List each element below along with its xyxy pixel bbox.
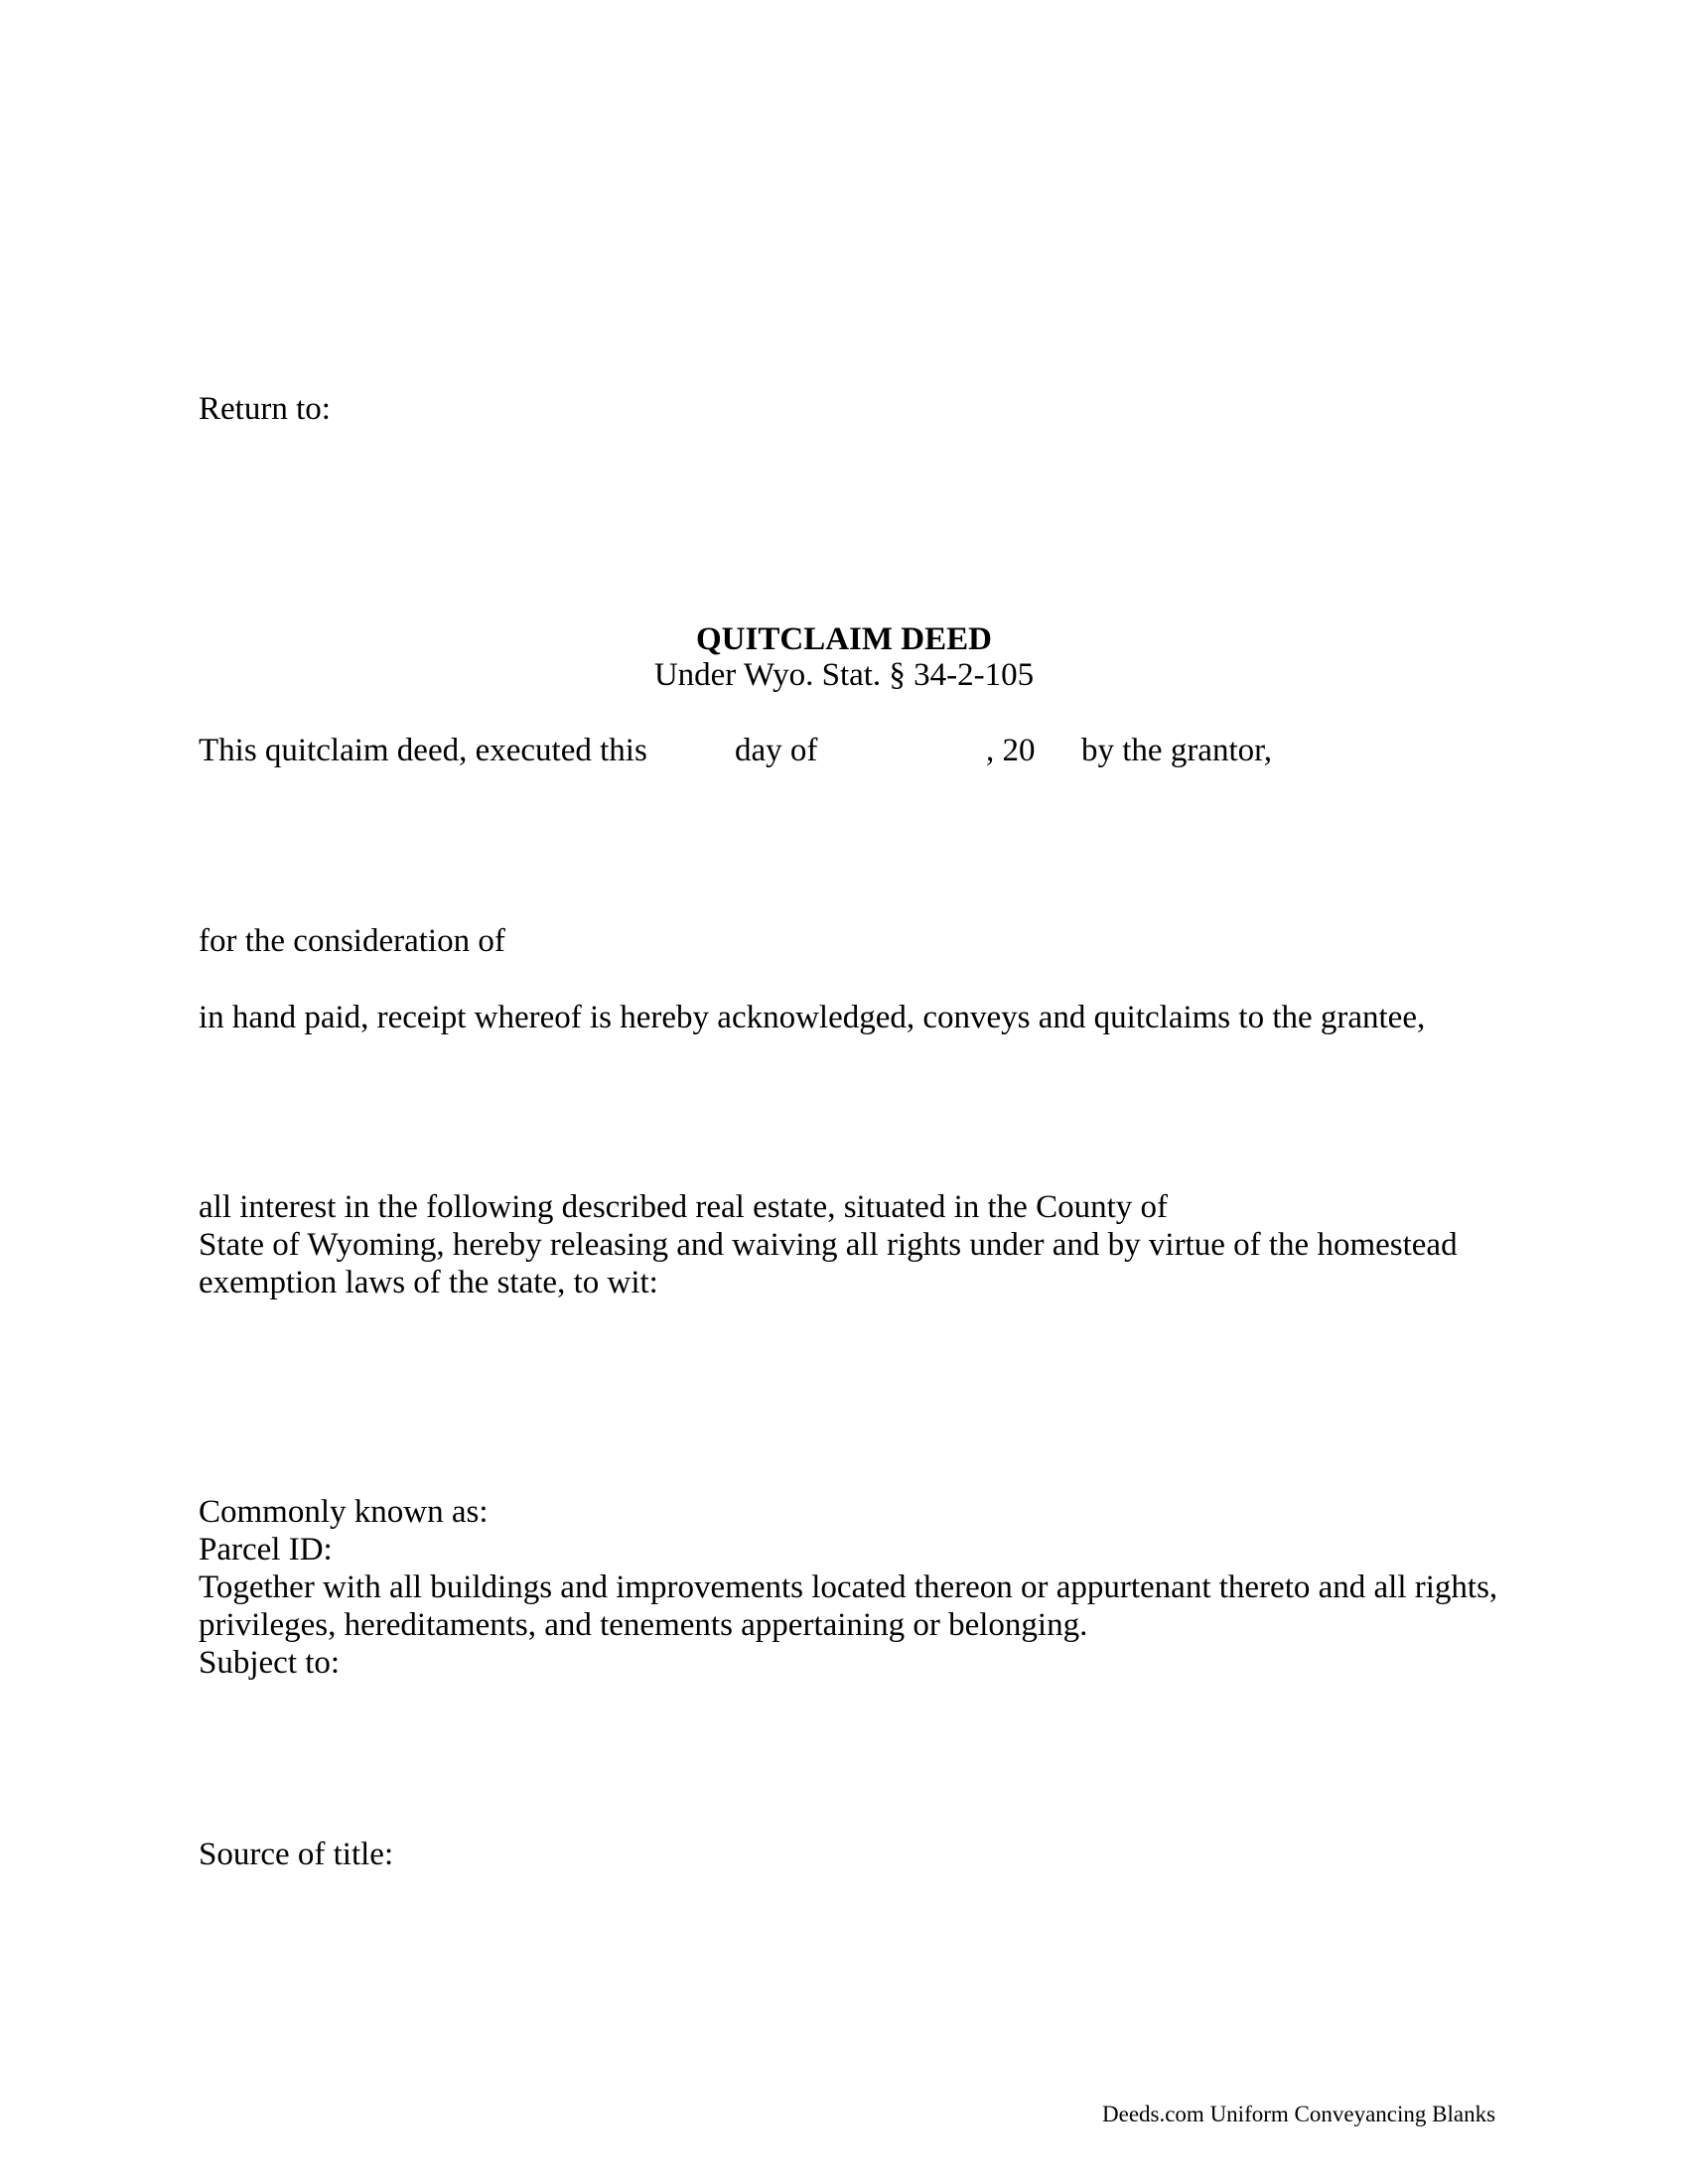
return-to-label: Return to: bbox=[199, 391, 331, 427]
parcel-id-label: Parcel ID: bbox=[199, 1532, 333, 1568]
together-line-2: privileges, hereditaments, and tenements appertaining or belonging. bbox=[199, 1607, 1088, 1643]
document-subtitle: Under Wyo. Stat. § 34-2-105 bbox=[653, 657, 1035, 693]
executed-text-part4: by the grantor, bbox=[1081, 733, 1273, 768]
source-of-title-label: Source of title: bbox=[199, 1837, 394, 1872]
interest-line-2: State of Wyoming, hereby releasing and waiving all rights under and by virtue of the homestead bbox=[199, 1227, 1458, 1263]
executed-text-part1: This quitclaim deed, executed this bbox=[199, 733, 647, 768]
document-title: QUITCLAIM DEED bbox=[696, 621, 992, 657]
interest-line-3: exemption laws of the state, to wit: bbox=[199, 1265, 658, 1300]
interest-line-1: all interest in the following described real estate, situated in the County of bbox=[199, 1189, 1168, 1225]
commonly-known-as-label: Commonly known as: bbox=[199, 1494, 489, 1530]
footer-text: Deeds.com Uniform Conveyancing Blanks bbox=[1102, 2102, 1496, 2126]
executed-text-part2: day of bbox=[735, 733, 818, 768]
subject-to-label: Subject to: bbox=[199, 1645, 341, 1681]
in-hand-paid-text: in hand paid, receipt whereof is hereby acknowledged, conveys and quitclaims to the grantee, bbox=[199, 1000, 1426, 1035]
together-line-1: Together with all buildings and improvements located thereon or appurtenant thereto and all rights, bbox=[199, 1570, 1498, 1605]
executed-text-part3: , 20 bbox=[986, 733, 1036, 768]
consideration-text: for the consideration of bbox=[199, 923, 505, 959]
